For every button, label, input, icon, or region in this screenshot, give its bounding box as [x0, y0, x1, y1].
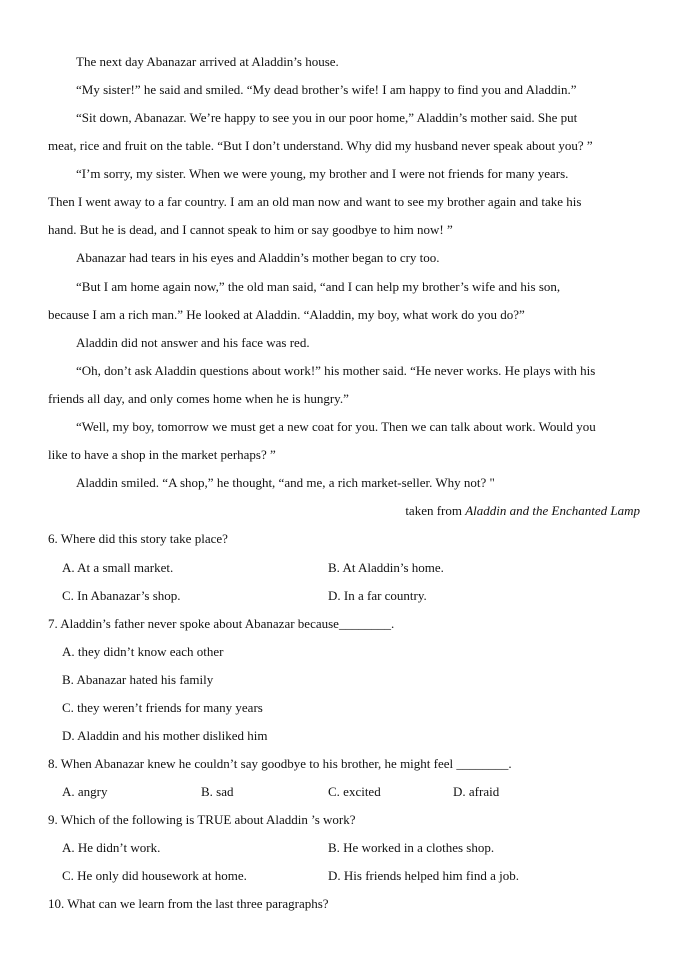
- story-line: friends all day, and only comes home when he is hungry.”: [48, 391, 349, 406]
- story-line: The next day Abanazar arrived at Aladdin’s house.: [76, 54, 339, 69]
- question-stem: 9. Which of the following is TRUE about Aladdin ’s work?: [48, 812, 356, 827]
- story-line: because I am a rich man.” He looked at Aladdin. “Aladdin, my boy, what work do you do?”: [48, 307, 525, 322]
- answer-option: C. they weren’t friends for many years: [62, 700, 263, 715]
- answer-option: A. they didn’t know each other: [62, 644, 224, 659]
- answer-option: A. He didn’t work.: [62, 840, 161, 855]
- answer-option: B. Abanazar hated his family: [62, 672, 214, 687]
- answer-option: C. excited: [328, 784, 381, 799]
- story-line: “My sister!” he said and smiled. “My dead brother’s wife! I am happy to find you and Aladdin.”: [76, 82, 577, 97]
- answer-option: B. At Aladdin’s home.: [328, 560, 444, 575]
- story-line: “Well, my boy, tomorrow we must get a new coat for you. Then we can talk about work. Would you: [76, 419, 596, 434]
- question-stem: 10. What can we learn from the last three paragraphs?: [48, 896, 329, 911]
- story-line: Aladdin smiled. “A shop,” he thought, “and me, a rich market-seller. Why not? ": [76, 475, 495, 490]
- question-stem: 6. Where did this story take place?: [48, 531, 228, 546]
- story-line: “But I am home again now,” the old man said, “and I can help my brother’s wife and his son,: [76, 279, 561, 294]
- source-title: Aladdin and the Enchanted Lamp: [465, 503, 640, 518]
- source-prefix: taken from: [405, 503, 466, 518]
- answer-option: B. sad: [201, 784, 234, 799]
- story-line: “Sit down, Abanazar. We’re happy to see you in our poor home,” Aladdin’s mother said. She put: [76, 110, 578, 125]
- story-line: meat, rice and fruit on the table. “But I don’t understand. Why did my husband never speak about you? ”: [48, 138, 593, 153]
- question-stem: 8. When Abanazar knew he couldn’t say goodbye to his brother, he might feel ________.: [48, 756, 512, 771]
- answer-option: C. He only did housework at home.: [62, 868, 247, 883]
- story-line: hand. But he is dead, and I cannot speak to him or say goodbye to him now! ”: [48, 222, 453, 237]
- question-stem: 7. Aladdin’s father never spoke about Abanazar because________.: [48, 616, 395, 631]
- answer-option: D. Aladdin and his mother disliked him: [62, 728, 268, 743]
- story-line: “Oh, don’t ask Aladdin questions about work!” his mother said. “He never works. He plays with his: [76, 363, 596, 378]
- story-line: “I’m sorry, my sister. When we were young, my brother and I were not friends for many years.: [76, 166, 569, 181]
- answer-option: A. angry: [62, 784, 108, 799]
- answer-option: D. afraid: [453, 784, 500, 799]
- answer-option: C. In Abanazar’s shop.: [62, 588, 181, 603]
- answer-option: D. In a far country.: [328, 588, 427, 603]
- answer-option: A. At a small market.: [62, 560, 174, 575]
- story-line: Aladdin did not answer and his face was red.: [76, 335, 310, 350]
- answer-option: D. His friends helped him find a job.: [328, 868, 519, 883]
- story-line: Abanazar had tears in his eyes and Aladdin’s mother began to cry too.: [76, 250, 440, 265]
- answer-option: B. He worked in a clothes shop.: [328, 840, 495, 855]
- story-line: like to have a shop in the market perhaps? ”: [48, 447, 276, 462]
- story-line: Then I went away to a far country. I am an old man now and want to see my brother again and take his: [48, 194, 582, 209]
- source-citation: [405, 503, 640, 519]
